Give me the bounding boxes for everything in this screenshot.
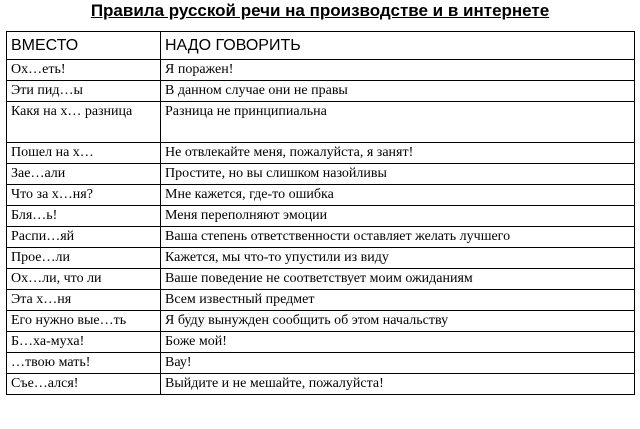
page-title: Правила русской речи на производстве и в интернете	[90, 1, 550, 20]
instead-cell: Б…ха-муха!	[7, 332, 161, 353]
column-header-say: НАДО ГОВОРИТЬ	[161, 32, 635, 60]
instead-cell: Съе…ался!	[7, 374, 161, 395]
table-row	[7, 248, 635, 269]
instead-cell: Какя на х… разница	[7, 102, 161, 143]
instead-cell: Его нужно вые…ть	[7, 311, 161, 332]
say-cell: Всем известный предмет	[161, 290, 635, 311]
column-header-instead: ВМЕСТО	[7, 32, 161, 60]
table-header-row	[7, 32, 635, 60]
instead-cell: Эти пид…ы	[7, 81, 161, 102]
say-cell: Ваша степень ответственности оставляет желать лучшего	[161, 227, 635, 248]
phrase-table	[6, 31, 635, 395]
table-row	[7, 374, 635, 395]
say-cell: Не отвлекайте меня, пожалуйста, я занят!	[161, 143, 635, 164]
table-row	[7, 311, 635, 332]
instead-cell: Распи…яй	[7, 227, 161, 248]
table-row	[7, 353, 635, 374]
table-row	[7, 332, 635, 353]
say-cell: Мне кажется, где-то ошибка	[161, 185, 635, 206]
say-cell: В данном случае они не правы	[161, 81, 635, 102]
instead-cell: Эта х…ня	[7, 290, 161, 311]
say-cell: Кажется, мы что-то упустили из виду	[161, 248, 635, 269]
instead-cell: Ох…ли, что ли	[7, 269, 161, 290]
table-row	[7, 206, 635, 227]
say-cell: Ваше поведение не соответствует моим ожиданиям	[161, 269, 635, 290]
say-cell: Выйдите и не мешайте, пожалуйста!	[161, 374, 635, 395]
say-cell: Простите, но вы слишком назойливы	[161, 164, 635, 185]
instead-cell: Пошел на х…	[7, 143, 161, 164]
say-cell: Разница не принципиальна	[161, 102, 635, 143]
instead-cell: Прое…ли	[7, 248, 161, 269]
table-row	[7, 81, 635, 102]
say-cell: Вау!	[161, 353, 635, 374]
instead-cell: Бля…ь!	[7, 206, 161, 227]
instead-cell: Зае…али	[7, 164, 161, 185]
table-row	[7, 185, 635, 206]
instead-cell: Что за х…ня?	[7, 185, 161, 206]
say-cell: Я буду вынужден сообщить об этом начальству	[161, 311, 635, 332]
say-cell: Я поражен!	[161, 60, 635, 81]
table-row	[7, 290, 635, 311]
table-row	[7, 164, 635, 185]
table-row	[7, 227, 635, 248]
say-cell: Боже мой!	[161, 332, 635, 353]
table-row	[7, 269, 635, 290]
say-cell: Меня переполняют эмоции	[161, 206, 635, 227]
instead-cell: Ох…еть!	[7, 60, 161, 81]
table-row	[7, 60, 635, 81]
instead-cell: …твою мать!	[7, 353, 161, 374]
table-row	[7, 143, 635, 164]
table-row	[7, 102, 635, 143]
